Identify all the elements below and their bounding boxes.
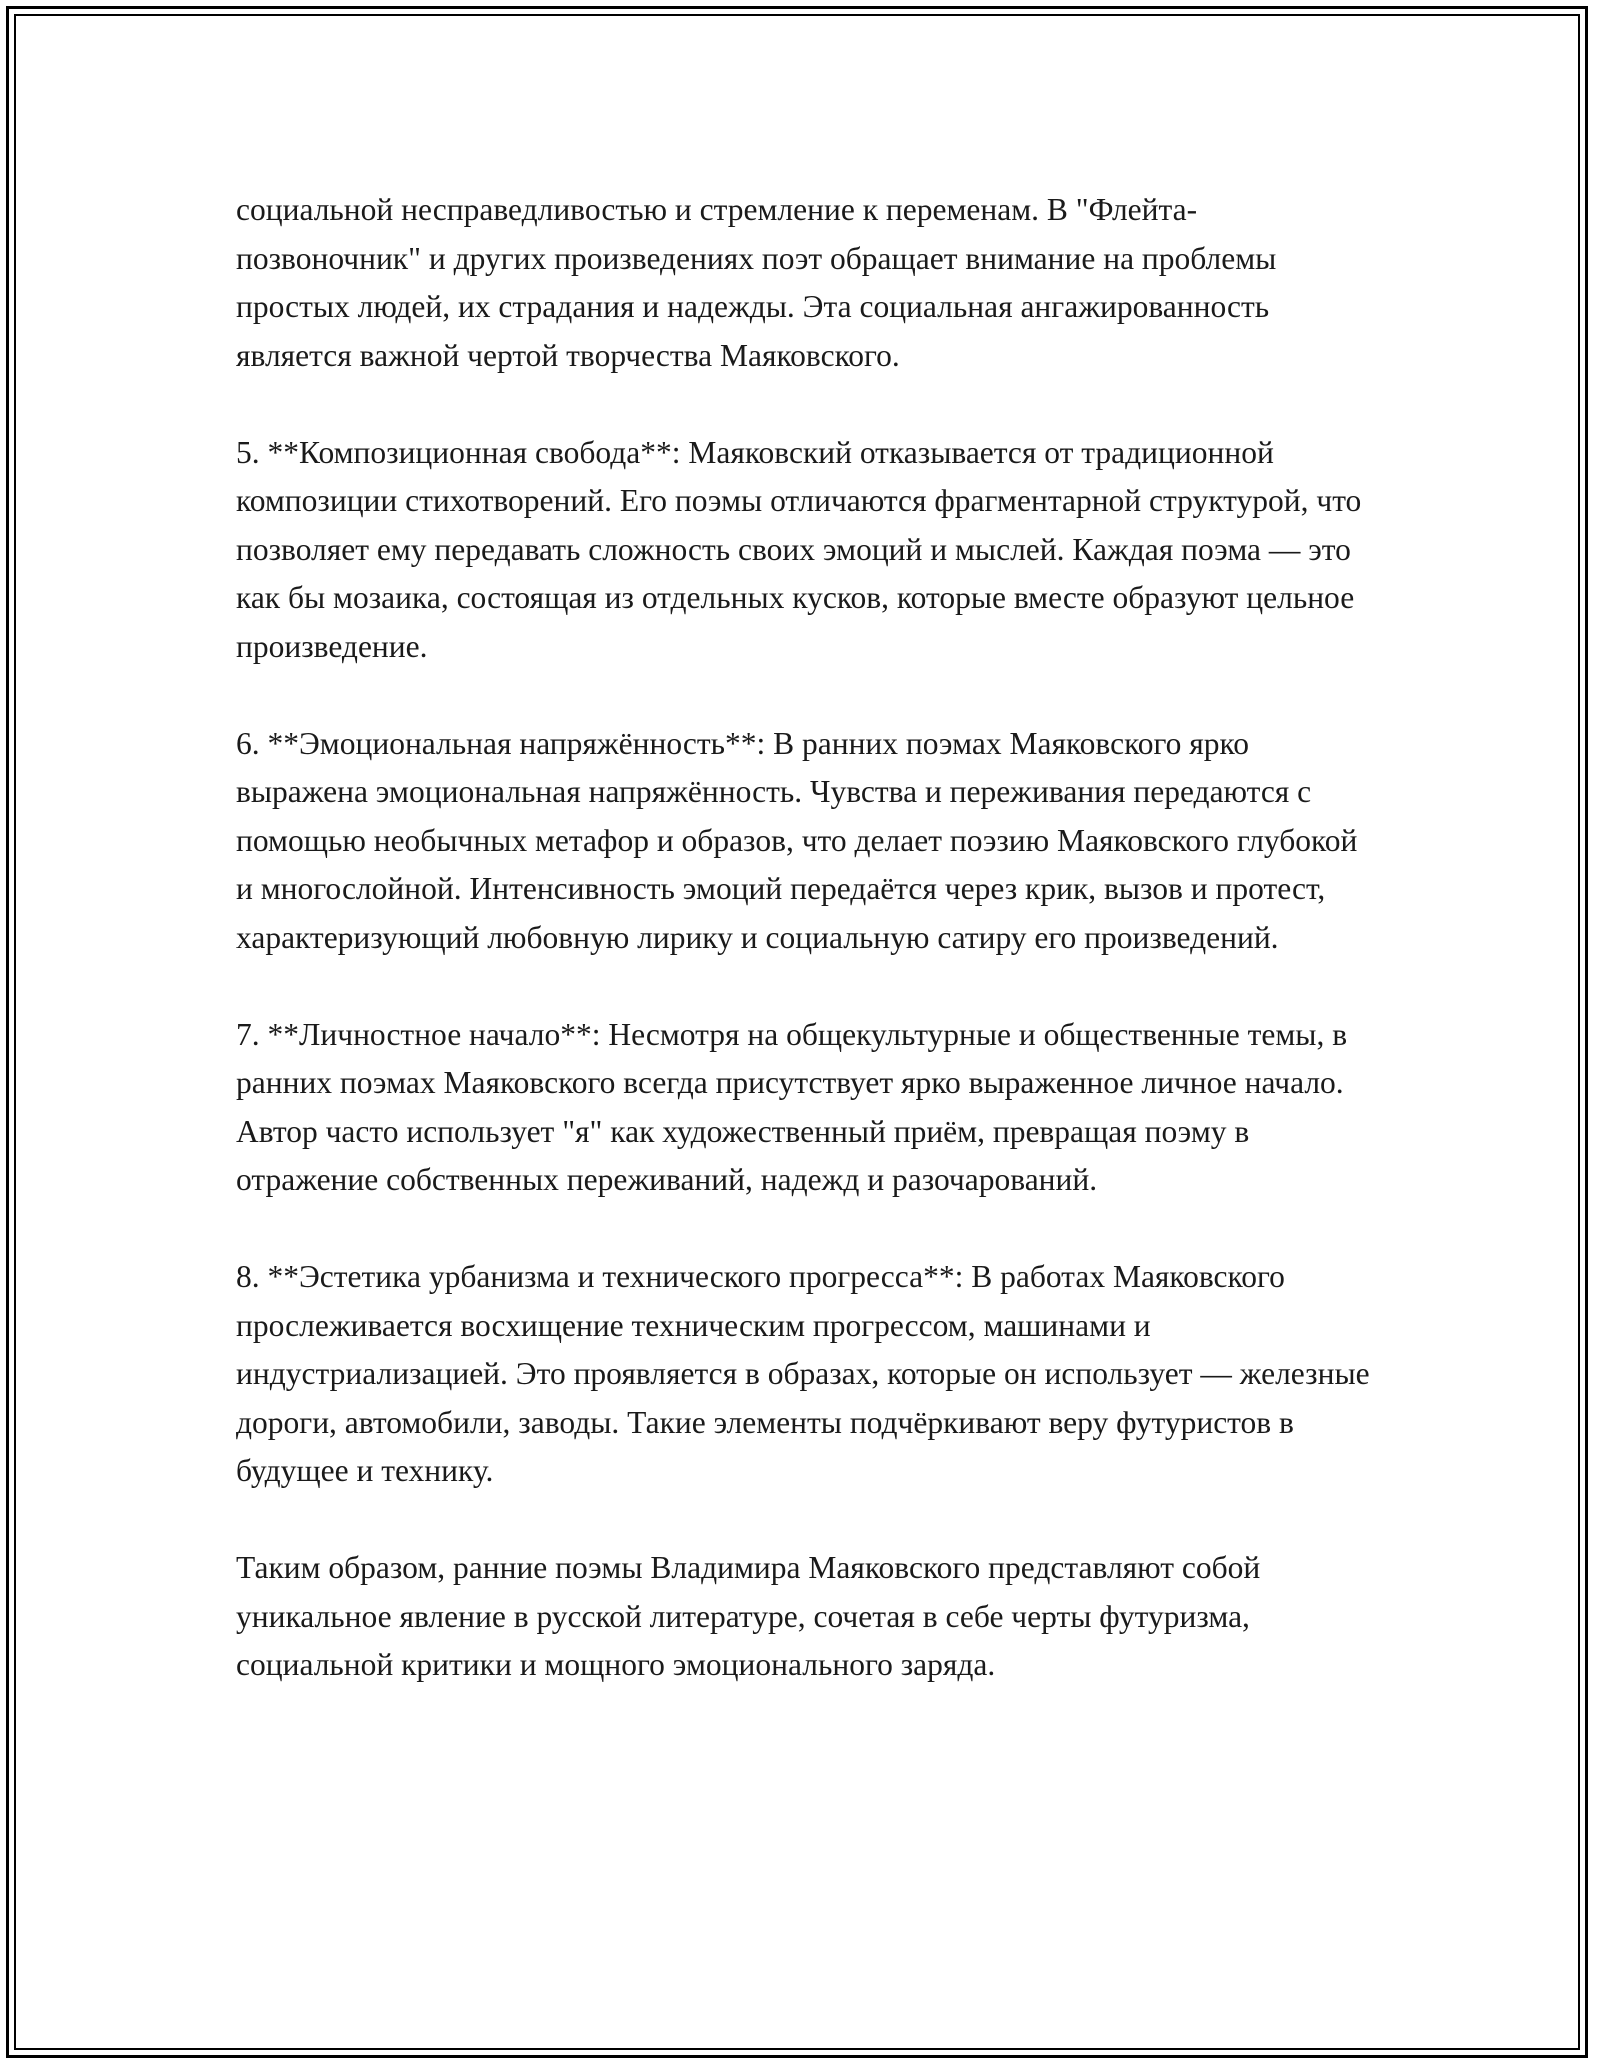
document-body	[236, 186, 1376, 1690]
list-item-8-urbanism-aesthetics: 8. **Эстетика урбанизма и технического прогресса**: В работах Маяковского прослеживается восхищение техническим прогрессом, машинами и индустриализацией. Это проявляется в образах, которые он использует — железные дороги, автомобили, заводы. Такие элементы подчёркивают веру футуристов в будущее и технику.	[236, 1259, 1370, 1488]
paragraph-conclusion: Таким образом, ранние поэмы Владимира Маяковского представляют собой уникальное явление в русской литературе, сочетая в себе черты футуризма, социальной критики и мощного эмоционального заряда.	[236, 1550, 1261, 1682]
list-item-5-compositional-freedom: 5. **Композиционная свобода**: Маяковский отказывается от традиционной композиции стихотворений. Его поэмы отличаются фрагментарной структурой, что позволяет ему передавать сложность своих эмоций и мыслей. Каждая поэма — это как бы мозаика, состоящая из отдельных кусков, которые вместе образуют цельное произведение.	[236, 434, 1362, 664]
paragraph-continuation: социальной несправедливостью и стремление к переменам. В "Флейта-позвоночник" и других произведениях поэт обращает внимание на проблемы простых людей, их страдания и надежды. Эта социальная ангажированность является важной чертой творчества Маяковского.	[236, 192, 1277, 373]
list-item-6-emotional-tension: 6. **Эмоциональная напряжённость**: В ранних поэмах Маяковского ярко выражена эмоциональная напряжённость. Чувства и переживания передаются с помощью необычных метафор и образов, что делает поэзию Маяковского глубокой и многослойной. Интенсивность эмоций передаётся через крик, вызов и протест, характеризующий любовную лирику и социальную сатиру его произведений.	[236, 725, 1358, 955]
list-item-7-personal-element: 7. **Личностное начало**: Несмотря на общекультурные и общественные темы, в ранних поэмах Маяковского всегда присутствует ярко выраженное личное начало. Автор часто использует "я" как художественный приём, превращая поэму в отражение собственных переживаний, надежд и разочарований.	[236, 1016, 1348, 1197]
